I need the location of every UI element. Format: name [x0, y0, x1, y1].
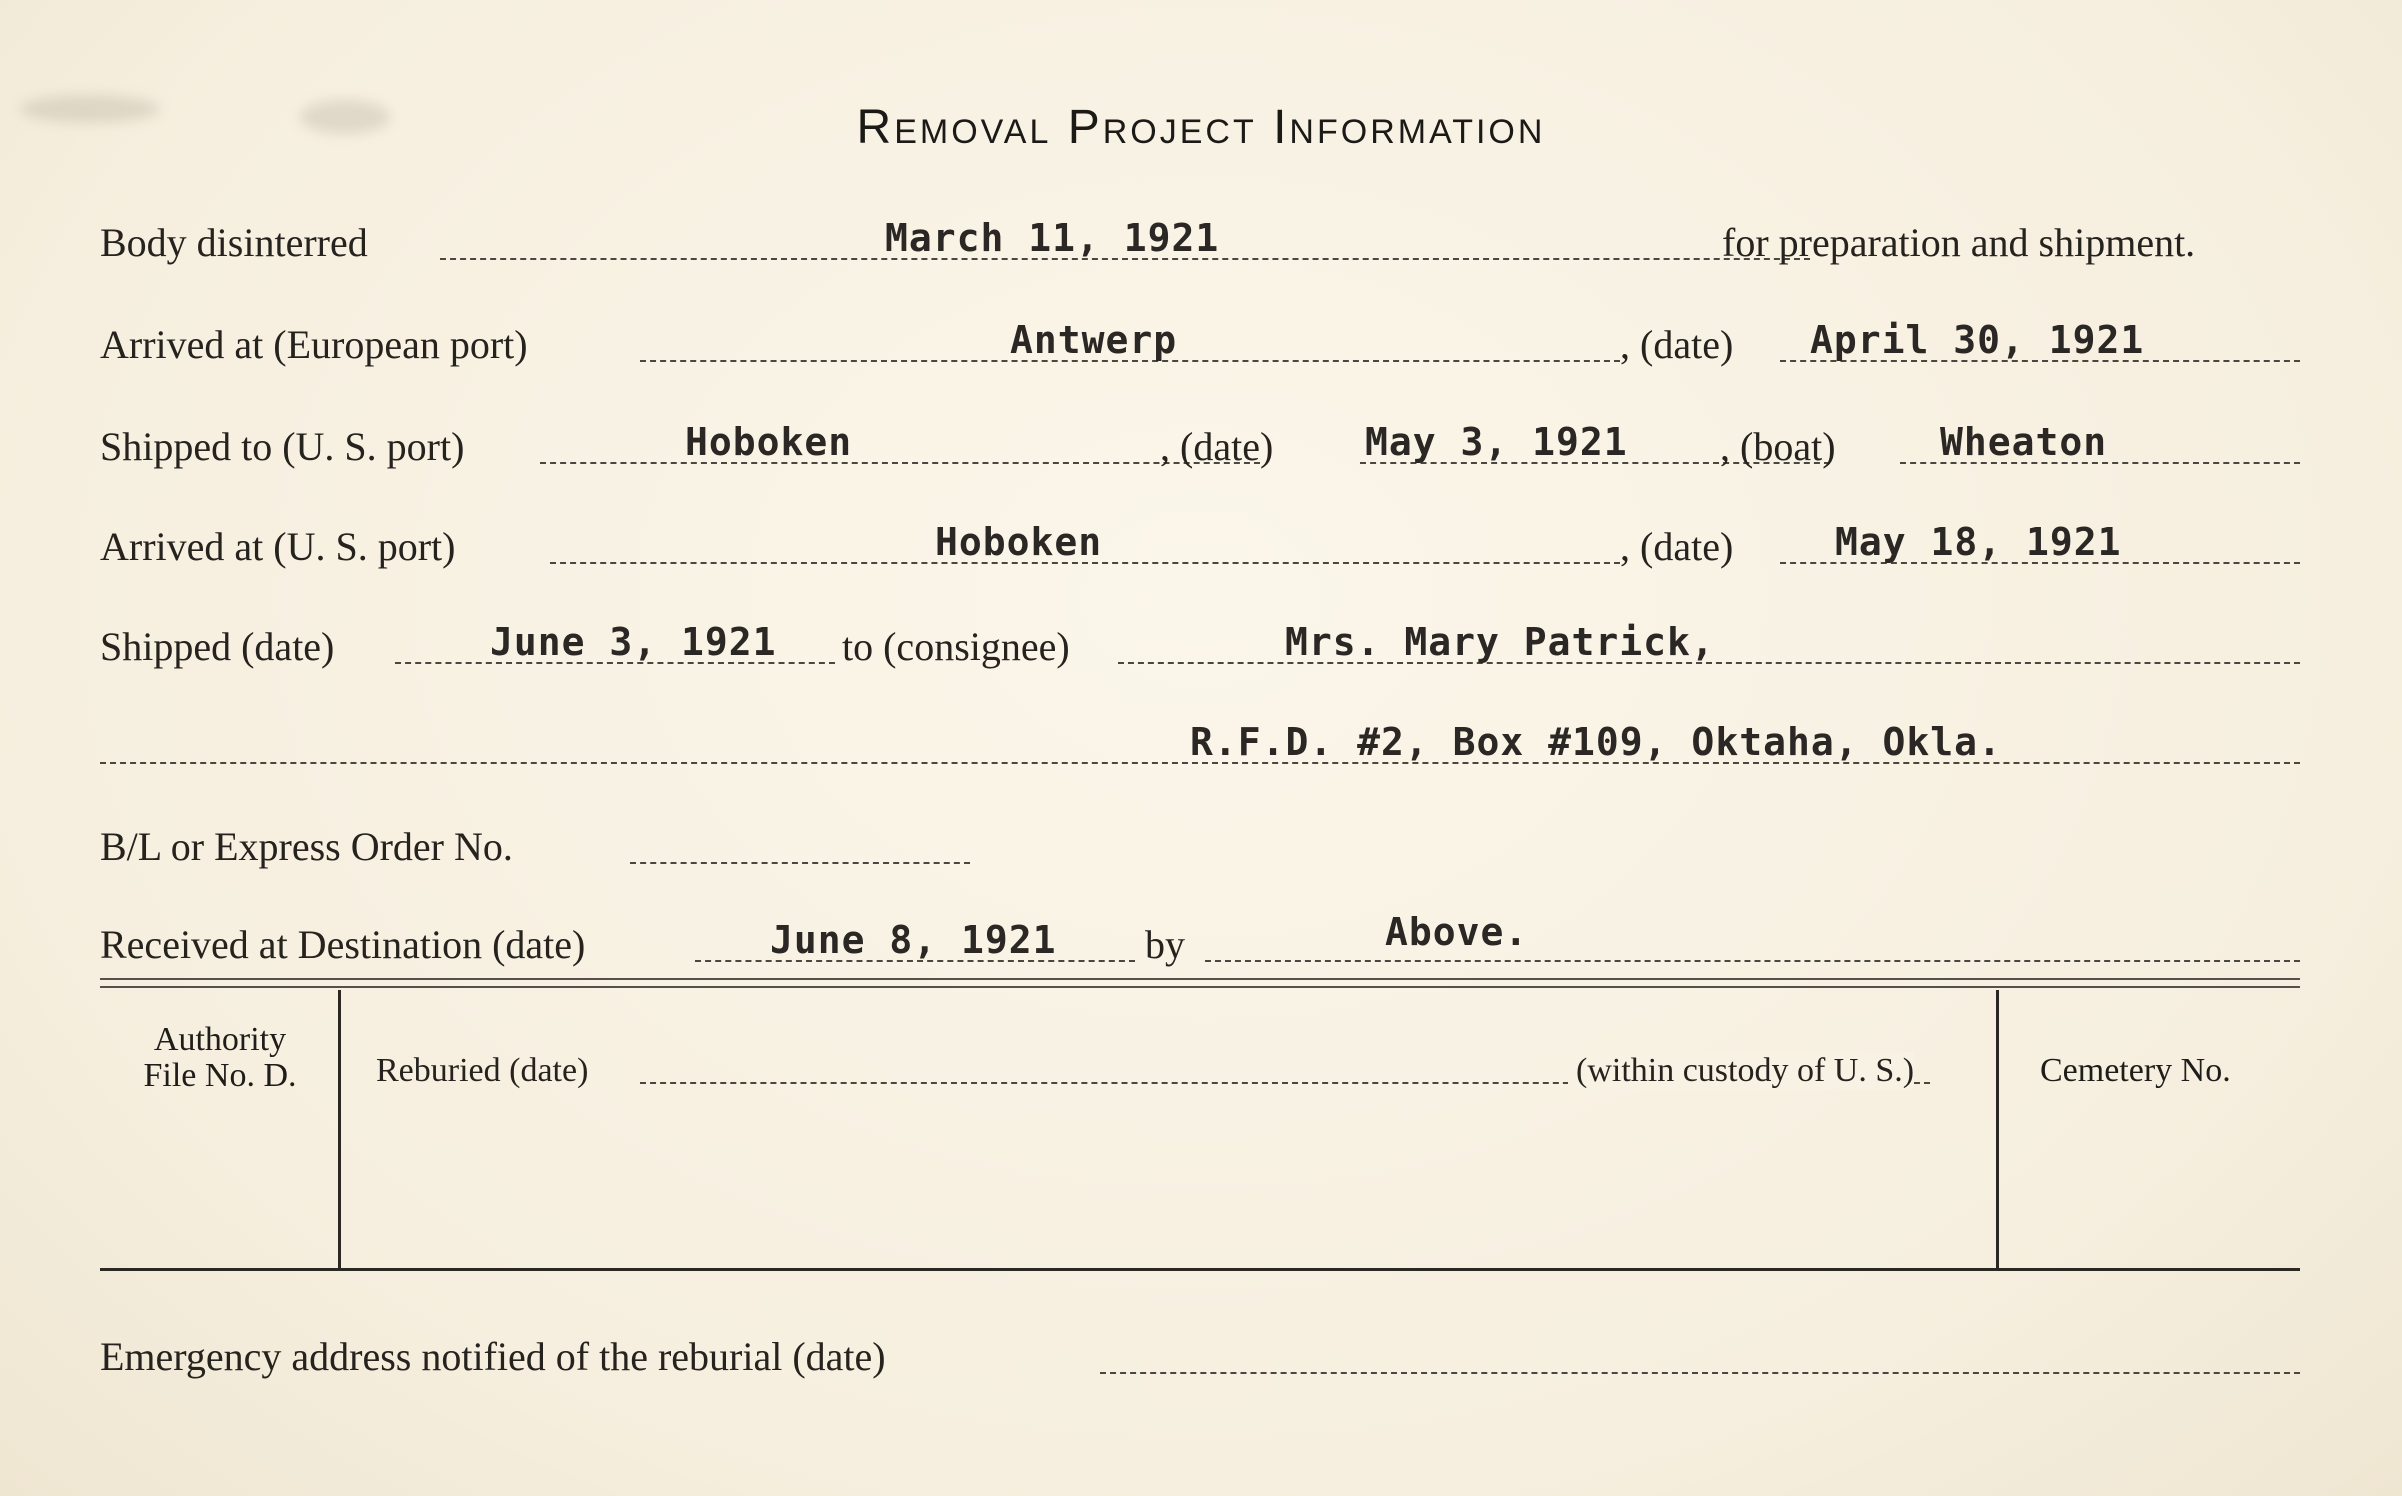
box-top-rule-2 [100, 986, 2300, 988]
authority-cell [110, 1022, 330, 1094]
row-arrived-eu [100, 310, 2300, 374]
row-emergency [100, 1322, 2300, 1386]
arrived-us-date: May 18, 1921 [1835, 520, 2122, 564]
received-label: Received at Destination (date) [100, 922, 586, 967]
received-by-line [1205, 960, 2300, 962]
row-address [100, 712, 2300, 776]
consignee-address: R.F.D. #2, Box #109, Oktaha, Okla. [1190, 720, 2002, 764]
row-shipped [100, 612, 2300, 676]
consignee-name: Mrs. Mary Patrick, [1285, 620, 1715, 664]
authority-label: Authority [153, 1021, 287, 1058]
arrived-us-label: Arrived at (U. S. port) [100, 524, 456, 569]
box-bottom-rule [100, 1268, 2300, 1271]
row-disinterred [100, 208, 2300, 272]
received-by: Above. [1385, 910, 1529, 954]
emergency-line [1100, 1372, 2300, 1374]
shipped-us-label: Shipped to (U. S. port) [100, 424, 465, 469]
arrived-us-date-label: , (date) [1620, 524, 1734, 569]
row-shipped-us [100, 412, 2300, 476]
row-bl [100, 812, 2300, 876]
disinterred-value: March 11, 1921 [885, 216, 1220, 260]
shipped-us-date: May 3, 1921 [1365, 420, 1628, 464]
reburied-cell [376, 1048, 1966, 1098]
disinterred-label: Body disinterred [100, 220, 368, 265]
card-title: Removal Project Information [856, 101, 1546, 154]
arrived-us-port: Hoboken [935, 520, 1103, 564]
received-by-label: by [1145, 922, 1185, 967]
shipped-date-label: Shipped (date) [100, 624, 335, 669]
arrived-eu-port: Antwerp [1010, 318, 1178, 362]
shipped-date: June 3, 1921 [490, 620, 777, 664]
box-divider-right [1996, 990, 1999, 1270]
arrived-eu-label: Arrived at (European port) [100, 322, 528, 367]
box-top-rule [100, 978, 2300, 980]
row-arrived-us [100, 512, 2300, 576]
custody-label: (within custody of U. S.) [1568, 1052, 1914, 1090]
bl-label: B/L or Express Order No. [100, 824, 513, 869]
arrived-eu-date-label: , (date) [1620, 322, 1734, 367]
bl-line [630, 862, 970, 864]
disinterred-suffix: for preparation and shipment. [1722, 220, 2196, 265]
shipped-us-port: Hoboken [685, 420, 853, 464]
arrived-eu-date: April 30, 1921 [1810, 318, 2145, 362]
shipped-us-date-label: , (date) [1160, 424, 1274, 469]
cemetery-label: Cemetery No. [2040, 1052, 2231, 1089]
emergency-label: Emergency address notified of the reburial (date) [100, 1334, 886, 1379]
reburied-label: Reburied (date) [376, 1052, 589, 1089]
file-no-label: File No. D. [143, 1057, 297, 1094]
consignee-label: to (consignee) [842, 624, 1070, 669]
shipped-us-boat: Wheaton [1940, 420, 2108, 464]
box-divider-left [338, 990, 341, 1270]
shipped-us-line [540, 462, 1260, 464]
received-date: June 8, 1921 [770, 918, 1057, 962]
shipped-us-boat-label: , (boat) [1720, 424, 1836, 469]
row-received [100, 910, 2300, 974]
